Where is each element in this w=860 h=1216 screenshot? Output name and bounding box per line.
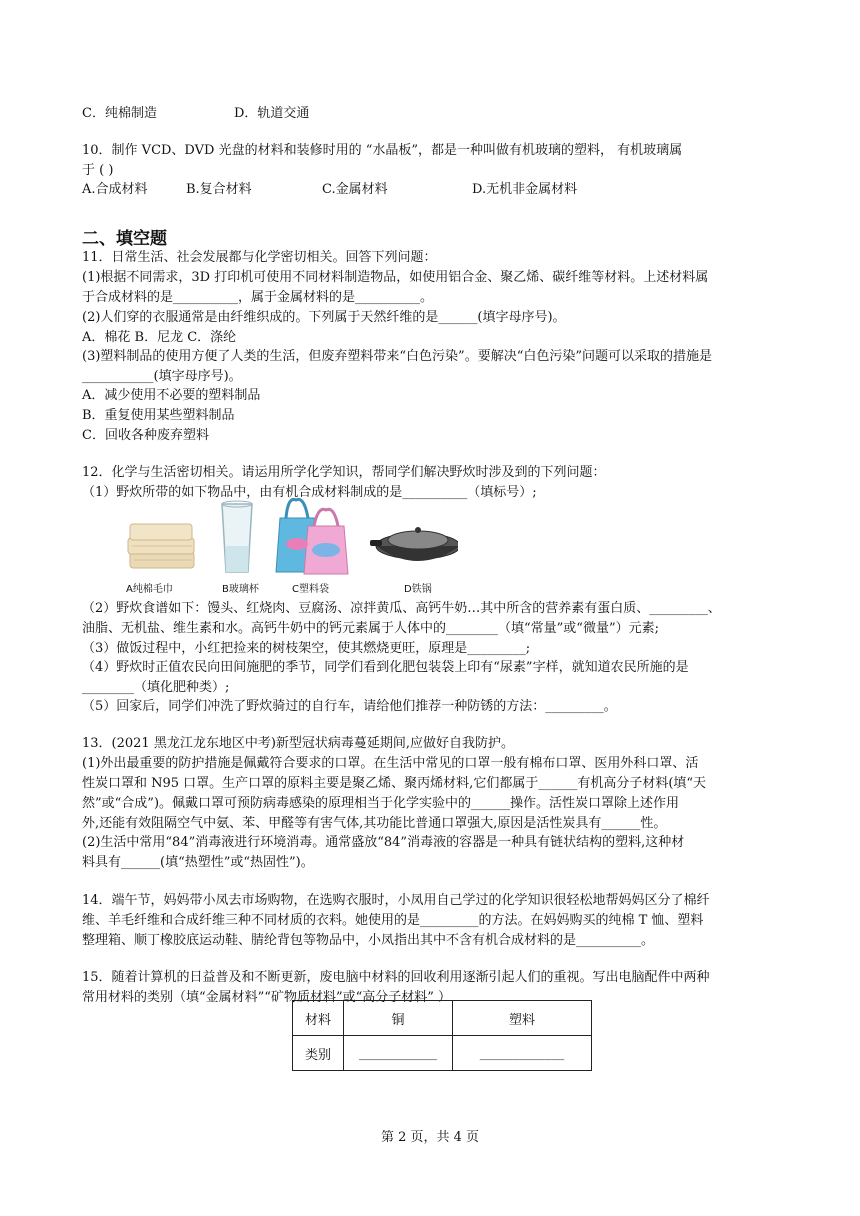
q13-line2: (1)外出最重要的防护措施是佩戴符合要求的口罩。在生活中常见的口罩一般有棉布口罩、医用外科口罩、活 [82,756,699,771]
q12-line5: （3）做饭过程中，小红把捡来的树枝架空，使其燃烧更旺，原理是_________; [82,641,531,656]
item-images [118,496,458,596]
table-row [293,1001,592,1036]
q10-option-c: C.金属材料 [322,182,388,197]
q11-line8: A．减少使用不必要的塑料制品 [82,388,261,403]
q10-line1: 10．制作 VCD、DVD 光盘的材料和装修时用的 “水晶板”，都是一种叫做有机玻璃的塑料， 有机玻璃属 [82,143,683,158]
q13-line3: 性炭口罩和 N95 口罩。生产口罩的原料主要是聚乙烯、聚丙烯材料,它们都属于______有机高分子材料(填“天 [82,776,707,791]
q10-line2: 于 ( ) [82,163,114,178]
caption-b: B玻璃杯 [222,584,259,595]
q12-line8: （5）回家后，同学们冲洗了野炊骑过的自行车，请给他们推荐一种防锈的方法：_________。 [82,699,617,714]
q13-line1: 13．(2021 黑龙江龙东地区中考)新型冠状病毒蔓延期间,应做好自我防护。 [82,736,515,751]
q15-line2: 常用材料的类别（填“金属材料”“矿物质材料”或“高分子材料” ） [82,990,452,1005]
materials-table [292,1000,592,1071]
q14-line2: 维、羊毛纤维和合成纤维三种不同材质的衣料。她使用的是_________的方法。在妈妈购买的纯棉 T 恤、塑料 [82,913,704,928]
q12-line2: （1）野炊所带的如下物品中，由有机合成材料制成的是__________（填标号）; [82,485,537,500]
q10-option-a: A.合成材料 [82,182,148,197]
q13-line6: (2)生活中常用“84”消毒液进行环境消毒。通常盛放“84”消毒液的容器是一种具有链状结构的塑料,这种材 [82,835,685,850]
q12-line4: 油脂、无机盐、维生素和水。高钙牛奶中的钙元素属于人体中的________（填“常量”或“微量”）元素; [82,621,659,636]
q12-line3: （2）野炊食谱如下：馒头、红烧肉、豆腐汤、凉拌黄瓜、高钙牛奶…其中所含的营养素有蛋白质、_________、 [82,601,721,616]
q12-line7: ________（填化肥种类）; [82,680,230,695]
q13-line4: 然”或“合成”)。佩戴口罩可预防病毒感染的原理相当于化学实验中的______操作。活性炭口罩除上述作用 [82,796,680,811]
q10-option-b: B.复合材料 [186,182,252,197]
plastic-category-blank: _____________ [453,1036,592,1071]
table-header-material: 材料 [293,1001,344,1036]
table-row-label: 类别 [293,1036,344,1071]
q11-line1: 11．日常生活、社会发展都与化学密切相关。回答下列问题： [82,250,437,265]
caption-c: C塑料袋 [292,584,329,595]
caption-d: D铁锅 [404,584,432,595]
q11-line7: ___________(填字母序号)。 [82,369,242,384]
caption-a: A纯棉毛巾 [126,584,173,595]
q9-option-c: C．纯棉制造 [82,106,157,121]
q11-line6: (3)塑料制品的使用方便了人类的生活，但废弃塑料带来“白色污染”。要解决“白色污染”问题可以采取的措施是 [82,349,712,364]
q12-line1: 12．化学与生活密切相关。请运用所学化学知识，帮同学们解决野炊时涉及到的下列问题： [82,465,606,480]
q13-line5: 外,还能有效阻隔空气中氨、苯、甲醛等有害气体,其功能比普通口罩强大,原因是活性炭具有______性。 [82,816,667,831]
q11-line5: A．棉花 B．尼龙 C．涤纶 [82,330,237,345]
copper-category-blank: ____________ [344,1036,453,1071]
section-title: 二、填空题 [82,229,167,249]
glass-cup-image [222,501,252,572]
q13-line7: 料具有______(填“热塑性”或“热固性”)。 [82,855,314,870]
q9-option-d: D．轨道交通 [234,106,310,121]
plastic-bag-image [276,499,348,574]
q11-line10: C．回收各种废弃塑料 [82,428,209,443]
q11-line2: (1)根据不同需求，3D 打印机可使用不同材料制造物品，如使用铝合金、聚乙烯、碳纤维等材料。上述材料属 [82,270,709,285]
q14-line3: 整理箱、顺丁橡胶底运动鞋、腈纶背包等物品中，小凤指出其中不含有机合成材料的是__________。 [82,933,655,948]
table-row [293,1036,592,1071]
table-header-plastic: 塑料 [453,1001,592,1036]
q11-line9: B．重复使用某些塑料制品 [82,408,235,423]
iron-wok-image [370,527,458,561]
items-illustration [118,496,458,580]
page-footer: 第 2 页，共 4 页 [380,1130,480,1145]
q15-line1: 15．随着计算机的日益普及和不断更新，废电脑中材料的回收利用逐渐引起人们的重视。写出电脑配件中两种 [82,970,710,985]
table-header-copper: 铜 [344,1001,453,1036]
towel-image [128,524,194,568]
q11-line4: (2)人们穿的衣服通常是由纤维织成的。下列属于天然纤维的是______(填字母序号)。 [82,310,566,325]
q10-option-d: D.无机非金属材料 [472,182,578,197]
q14-line1: 14．端午节，妈妈带小凤去市场购物，在选购衣服时，小凤用自己学过的化学知识很轻松地帮妈妈区分了棉纤 [82,893,710,908]
q11-line3: 于合成材料的是__________，属于金属材料的是__________。 [82,290,434,305]
q12-line6: （4）野炊时正值农民向田间施肥的季节，同学们看到化肥包装袋上印有“尿素”字样，就知道农民所施的是 [82,660,689,675]
